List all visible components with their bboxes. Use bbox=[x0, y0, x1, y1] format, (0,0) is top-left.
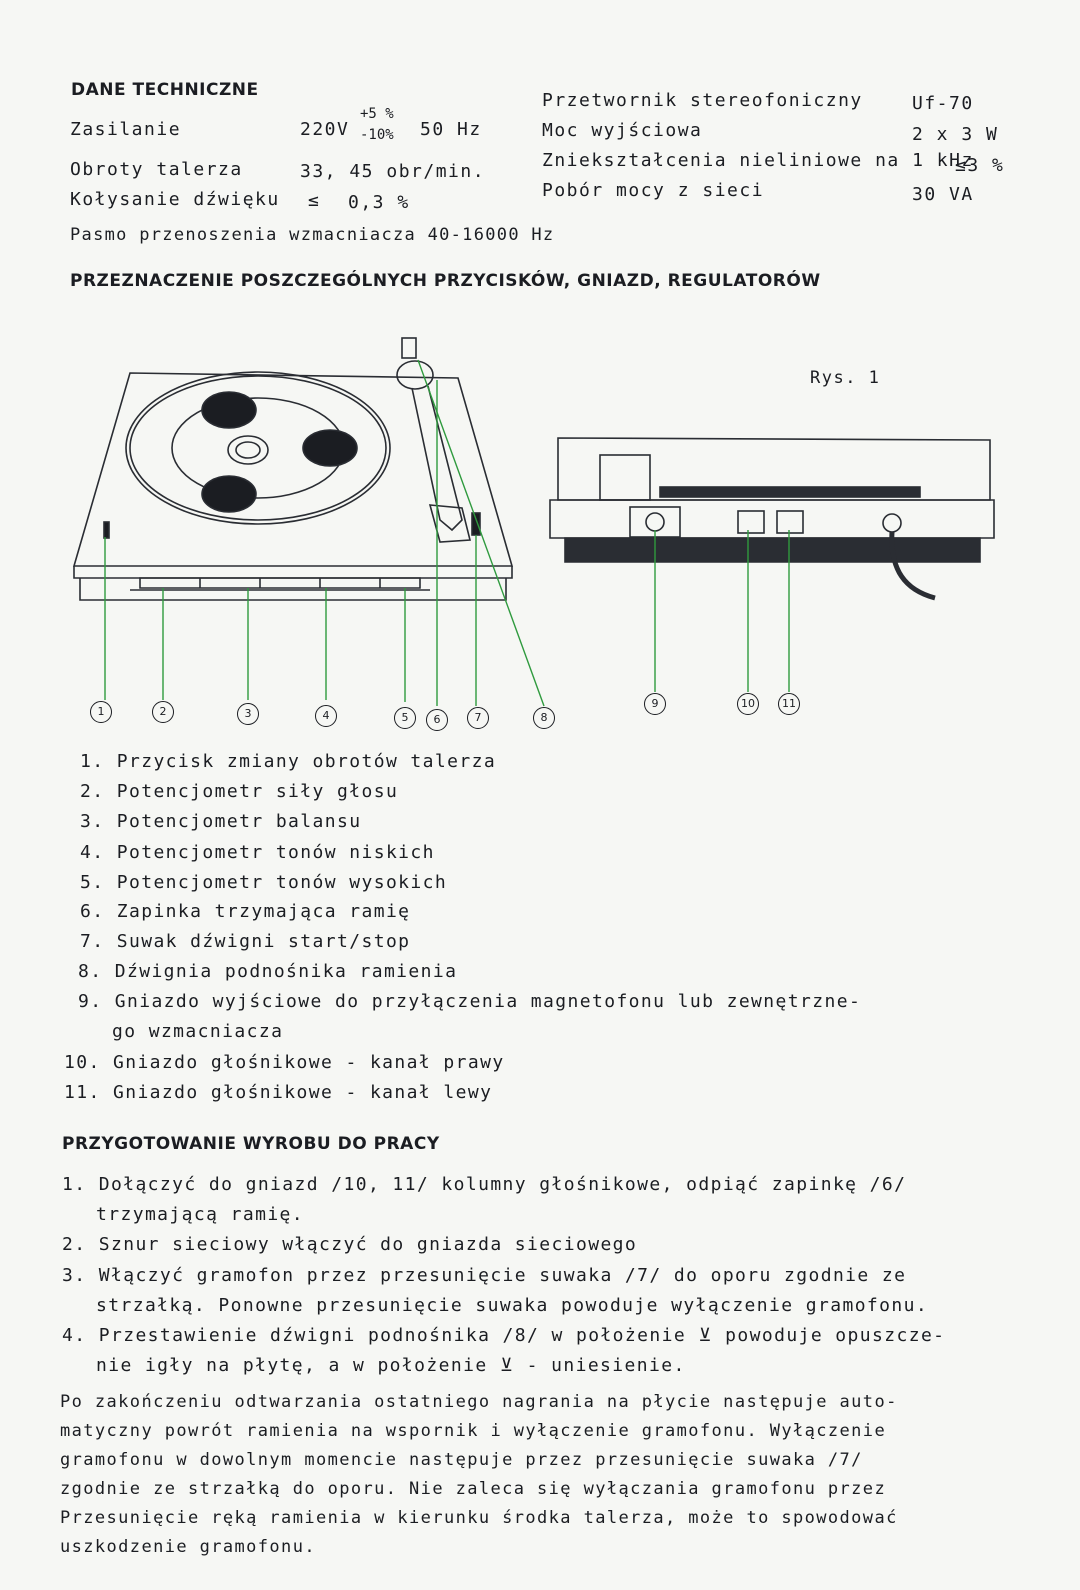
supply-frequency: 50 Hz bbox=[420, 119, 482, 140]
distortion-label: Zniekształcenia nieliniowe na 1 kHz bbox=[542, 150, 974, 171]
legend-item: 1. Przycisk zmiany obrotów talerza bbox=[80, 751, 497, 772]
prep-step-continuation: trzymającą ramię. bbox=[96, 1204, 305, 1225]
speeds-label: Obroty talerza bbox=[70, 159, 243, 180]
legend-item: 5. Potencjometr tonów wysokich bbox=[80, 872, 448, 893]
legend-item: 11. Gniazdo głośnikowe - kanał lewy bbox=[64, 1082, 493, 1103]
prep-step: 4. Przestawienie dźwigni podnośnika /8/ w położenie ⊻ powoduje opuszcze- bbox=[62, 1325, 946, 1346]
legend-item: 3. Potencjometr balansu bbox=[80, 811, 362, 832]
callout-7: 7 bbox=[467, 706, 489, 729]
specs-heading: DANE TECHNICZNE bbox=[71, 80, 259, 100]
power-value: 2 x 3 W bbox=[912, 124, 999, 145]
prep-step: 2. Sznur sieciowy włączyć do gniazda sieciowego bbox=[62, 1234, 638, 1255]
speaker-socket-left bbox=[777, 511, 803, 533]
callout-8: 8 bbox=[533, 706, 555, 729]
power-label: Moc wyjściowa bbox=[542, 120, 703, 141]
supply-label: Zasilanie bbox=[70, 119, 182, 140]
closing-line: matyczny powrót ramienia na wspornik i wyłączenie gramofonu. Wyłączenie bbox=[60, 1421, 887, 1441]
tonearm-rest bbox=[402, 338, 416, 358]
closing-line: Po zakończeniu odtwarzania ostatniego nagrania na płycie następuje auto- bbox=[60, 1392, 898, 1412]
cartridge-value: Uf-70 bbox=[912, 93, 974, 114]
prep-step: 3. Włączyć gramofon przez przesunięcie suwaka /7/ do oporu zgodnie ze bbox=[62, 1265, 907, 1286]
power-cord-entry bbox=[883, 514, 901, 532]
headshell bbox=[430, 505, 470, 542]
rear-body bbox=[550, 500, 994, 538]
turntable-front-edge bbox=[74, 566, 512, 578]
legend-item: 10. Gniazdo głośnikowe - kanał prawy bbox=[64, 1052, 505, 1073]
speed-button bbox=[104, 522, 109, 538]
legend-item: 4. Potencjometr tonów niskich bbox=[80, 842, 435, 863]
callout-3: 3 bbox=[237, 702, 259, 725]
controls-heading: PRZEZNACZENIE POSZCZEGÓLNYCH PRZYCISKÓW, GNIAZD, REGULATORÓW bbox=[70, 271, 821, 291]
prep-step-continuation: strzałką. Ponowne przesunięcie suwaka powoduje wyłączenie gramofonu. bbox=[96, 1295, 929, 1316]
consumption-value: 30 VA bbox=[912, 184, 974, 205]
callout-4: 4 bbox=[315, 704, 337, 727]
consumption-label: Pobór mocy z sieci bbox=[542, 180, 765, 201]
spindle bbox=[228, 436, 268, 464]
callout-11: 11 bbox=[778, 692, 800, 715]
turntable-figure bbox=[0, 320, 1080, 740]
prep-heading: PRZYGOTOWANIE WYROBU DO PRACY bbox=[62, 1134, 440, 1154]
supply-tolerance-plus: +5 % bbox=[360, 106, 394, 122]
figure-caption: Rys. 1 bbox=[810, 368, 881, 388]
supply-tolerance-minus: -10% bbox=[360, 127, 394, 143]
callout-9: 9 bbox=[644, 692, 666, 715]
prep-step-continuation: nie igły na płytę, a w położenie ⊻ - uniesienie. bbox=[96, 1355, 686, 1376]
band-line: Pasmo przenoszenia wzmacniacza 40-16000 Hz bbox=[70, 225, 555, 245]
legend-item: 2. Potencjometr siły głosu bbox=[80, 781, 399, 802]
platter-disc-top bbox=[202, 392, 256, 428]
callout-2: 2 bbox=[152, 700, 174, 723]
platter-disc-right bbox=[303, 430, 357, 466]
callout-6: 6 bbox=[426, 708, 448, 731]
closing-line: gramofonu w dowolnym momencie następuje przez przesunięcie suwaka /7/ bbox=[60, 1450, 863, 1470]
prep-step: 1. Dołączyć do gniazd /10, 11/ kolumny głośnikowe, odpiąć zapinkę /6/ bbox=[62, 1174, 907, 1195]
start-stop-slider bbox=[472, 513, 480, 535]
legend-item: 8. Dźwignia podnośnika ramienia bbox=[78, 961, 458, 982]
distortion-value: ≤3 % bbox=[955, 155, 1005, 176]
platter-disc-bottom bbox=[202, 476, 256, 512]
legend-item-continuation: go wzmacniacza bbox=[112, 1021, 284, 1042]
rear-base bbox=[565, 538, 980, 562]
callout-1: 1 bbox=[90, 700, 112, 723]
callout-10: 10 bbox=[737, 692, 759, 715]
closing-line: uszkodzenie gramofonu. bbox=[60, 1537, 316, 1557]
supply-voltage: 220V bbox=[300, 119, 350, 140]
wow-sign: ≤ bbox=[308, 190, 321, 211]
legend-item: 7. Suwak dźwigni start/stop bbox=[80, 931, 411, 952]
legend-item: 6. Zapinka trzymająca ramię bbox=[80, 901, 411, 922]
closing-line: zgodnie ze strzałką do oporu. Nie zaleca się wyłączania gramofonu przez bbox=[60, 1479, 887, 1499]
wow-value: 0,3 % bbox=[348, 192, 410, 213]
closing-line: Przesunięcie ręką ramienia w kierunku środka talerza, może to spowodować bbox=[60, 1508, 898, 1528]
wow-label: Kołysanie dźwięku bbox=[70, 189, 280, 210]
callout-5: 5 bbox=[394, 706, 416, 729]
legend-item: 9. Gniazdo wyjściowe do przyłączenia magnetofonu lub zewnętrzne- bbox=[78, 991, 862, 1012]
cartridge-label: Przetwornik stereofoniczny bbox=[542, 90, 863, 111]
speaker-socket-right bbox=[738, 511, 764, 533]
speeds-value: 33, 45 obr/min. bbox=[300, 161, 486, 182]
